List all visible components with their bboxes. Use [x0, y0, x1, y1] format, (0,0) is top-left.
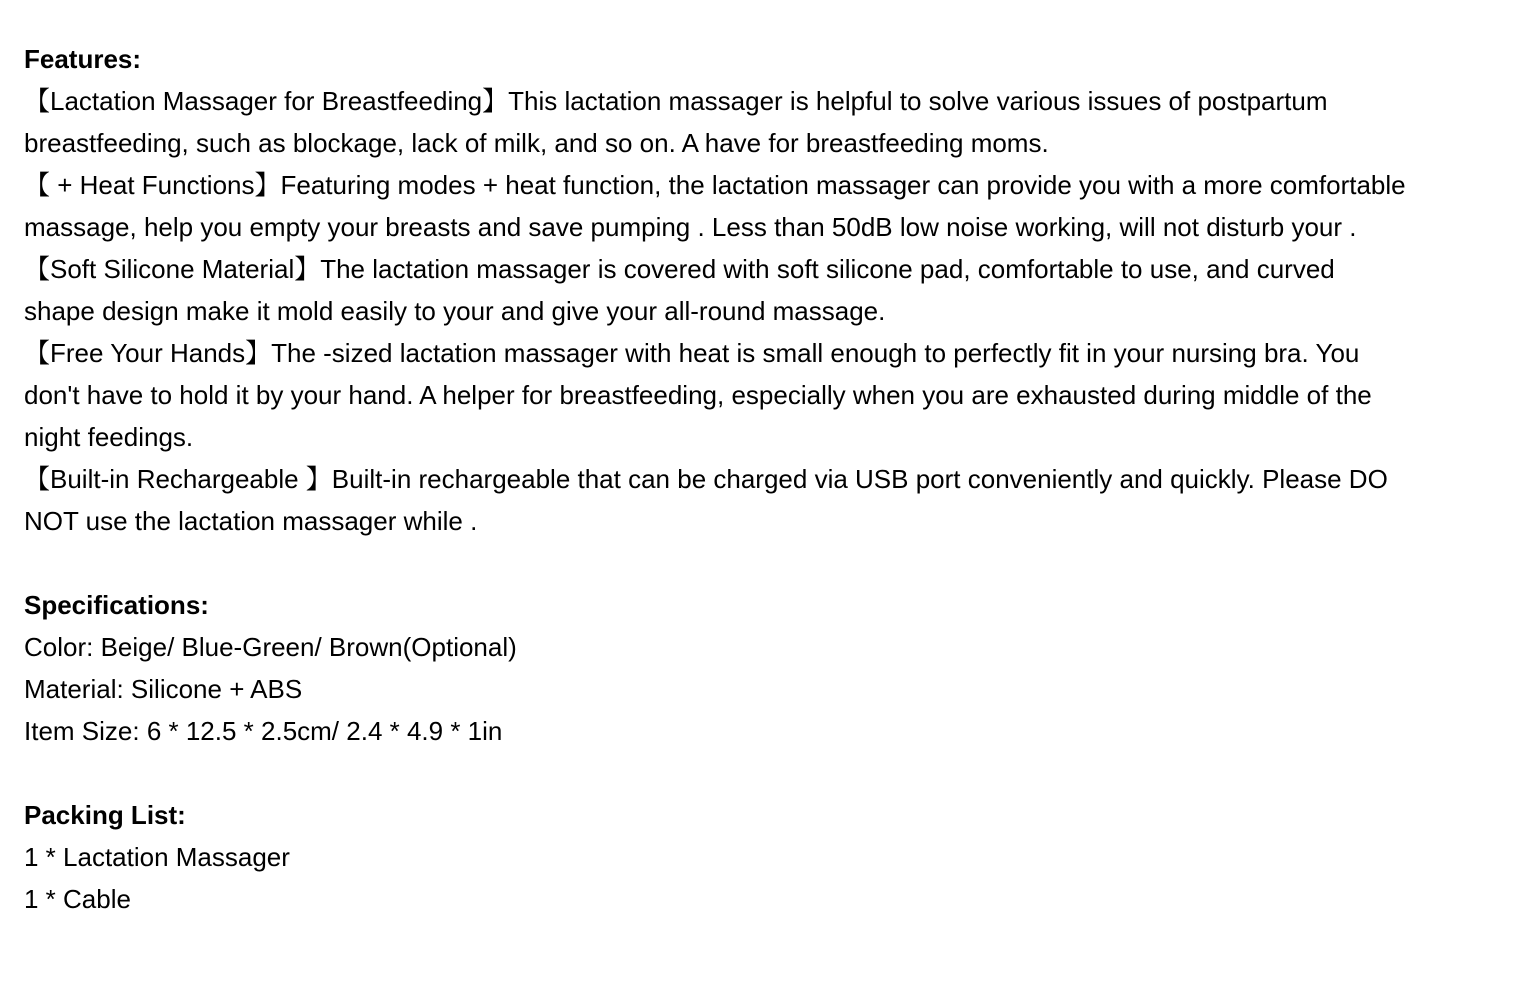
feature-line: 【Lactation Massager for Breastfeeding】This lactation massager is helpful to solve various issues of postpartum [24, 86, 1328, 116]
section-spacer [24, 752, 1524, 794]
specifications-heading: Specifications: [24, 590, 209, 620]
feature-item-free-your-hands [24, 332, 1524, 458]
feature-item-rechargeable [24, 458, 1524, 542]
spec-item-size: Item Size: 6 * 12.5 * 2.5cm/ 2.4 * 4.9 * 1in [24, 716, 503, 746]
packing-list-heading: Packing List: [24, 800, 186, 830]
features-heading: Features: [24, 44, 142, 74]
feature-line: breastfeeding, such as blockage, lack of milk, and so on. A have for breastfeeding moms. [24, 128, 1049, 158]
spec-material: Material: Silicone + ABS [24, 674, 303, 704]
feature-line: shape design make it mold easily to your and give your all-round massage. [24, 296, 886, 326]
product-description [24, 38, 1524, 920]
feature-line: 【Built-in Rechargeable 】Built-in rechargeable that can be charged via USB port conveniently and quickly. Please DO [24, 464, 1388, 494]
feature-item-lactation-massager [24, 80, 1524, 164]
feature-line: 【 + Heat Functions】Featuring modes + heat function, the lactation massager can provide you with a more comfortable [24, 170, 1406, 200]
feature-line: don't have to hold it by your hand. A helper for breastfeeding, especially when you are exhausted during middle of the [24, 380, 1372, 410]
spec-color: Color: Beige/ Blue-Green/ Brown(Optional) [24, 632, 517, 662]
packing-list-item: 1 * Cable [24, 884, 131, 914]
packing-list-item: 1 * Lactation Massager [24, 842, 290, 872]
feature-line: 【Free Your Hands】The -sized lactation massager with heat is small enough to perfectly fit in your nursing bra. You [24, 338, 1360, 368]
feature-line: massage, help you empty your breasts and save pumping . Less than 50dB low noise working, will not disturb your . [24, 212, 1357, 242]
feature-line: night feedings. [24, 422, 194, 452]
feature-item-heat-functions [24, 164, 1524, 248]
section-spacer [24, 542, 1524, 584]
feature-line: 【Soft Silicone Material】The lactation massager is covered with soft silicone pad, comfortable to use, and curved [24, 254, 1335, 284]
feature-line: NOT use the lactation massager while . [24, 506, 478, 536]
feature-item-soft-silicone [24, 248, 1524, 332]
